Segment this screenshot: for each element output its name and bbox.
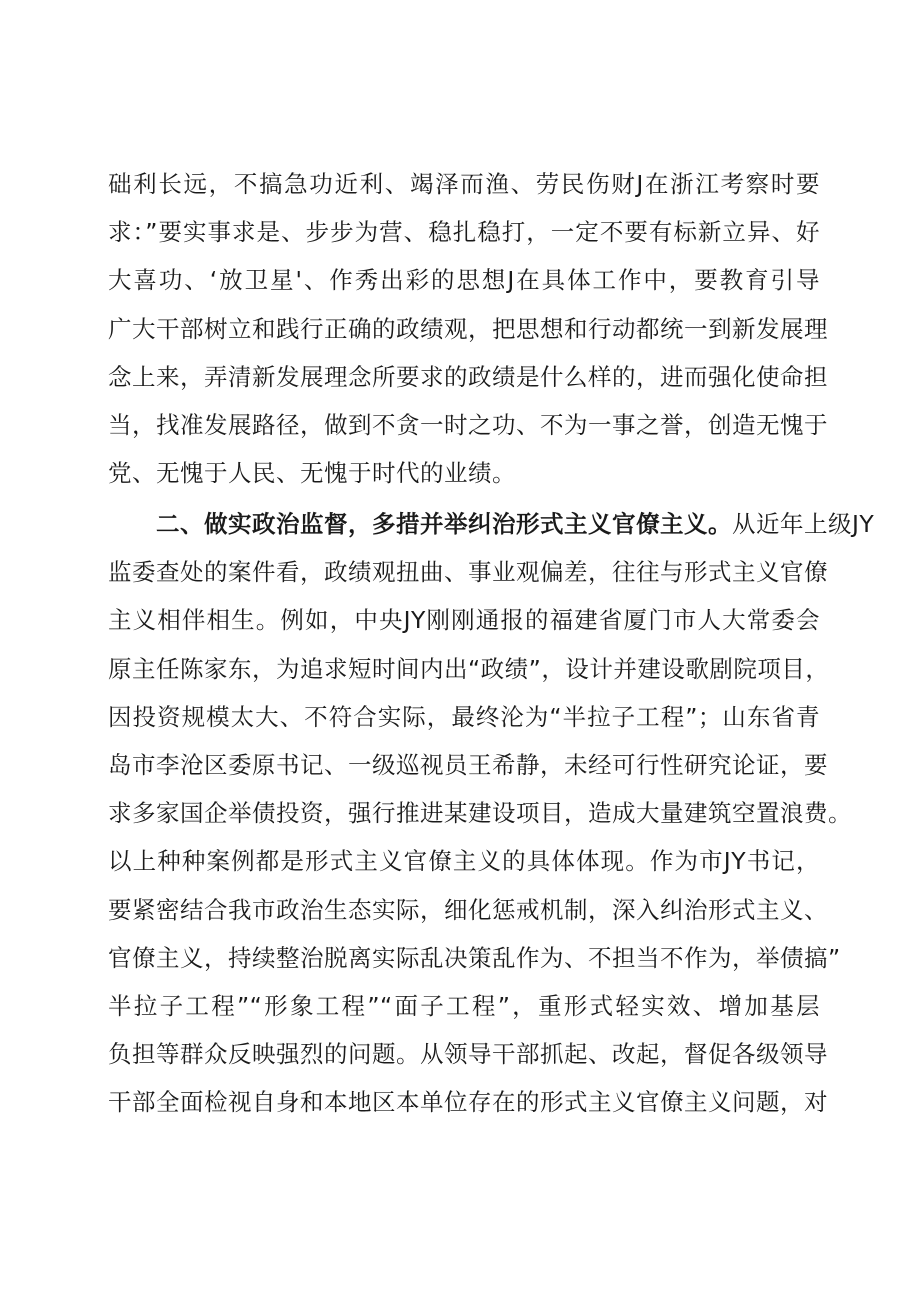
paragraph-line: 求：”要实事求是、步步为营、稳扎稳打，一定不要有标新立异、好 [108,218,820,247]
paragraph-first-line [108,500,875,548]
paragraph-2 [108,500,875,1126]
paragraph-line: 官僚主义，持续整治脱离实际乱决策乱作为、不担当不作为，举债搞” [108,943,841,972]
paragraph-line: 岛市李沧区委原书记、一级巡视员王希静，未经可行性研究论证，要 [108,750,828,779]
first-line-rest: 从近年上级JY [732,510,875,538]
paragraph-line: 主义相伴相生。例如，中央JY刚刚通报的福建省厦门市人大常委会 [108,606,820,635]
paragraph-line: 求多家国企举债投资，强行推进某建设项目，造成大量建筑空置浪费。 [108,799,852,828]
paragraph-line: 因投资规模太大、不符合实际，最终沦为“半拉子工程”；山东省青 [108,702,820,731]
paragraph-line: 大喜功、‘放卫星'、作秀出彩的思想J在具体工作中，要教育引导 [108,266,820,295]
paragraph-line: 以上种种案例都是形式主义官僚主义的具体体现。作为市JY书记， [108,847,820,876]
paragraph-line: 础利长远，不搞急功近利、竭泽而渔、劳民伤财J在浙江考察时要 [108,170,820,198]
paragraph-line: 半拉子工程”“形象工程”“面子工程”，重形式轻实效、增加基层 [108,991,820,1020]
paragraph-line: 广大干部树立和践行正确的政绩观，把思想和行动都统一到新发展理 [108,314,828,343]
paragraph-line: 监委查处的案件看，政绩观扭曲、事业观偏差，往往与形式主义官僚 [108,558,828,587]
paragraph-line: 原主任陈家东，为追求短时间内出“政绩”，设计并建设歌剧院项目， [108,654,830,683]
paragraph-line: 负担等群众反映强烈的问题。从领导干部抓起、改起，督促各级领导 [108,1040,828,1069]
paragraph-line: 当，找准发展路径，做到不贪一时之功、不为一事之誉，创造无愧于 [108,410,828,439]
paragraph-line: 要紧密结合我市政治生态实际，细化惩戒机制，深入纠治形式主义、 [108,895,828,924]
paragraph-1 [108,160,828,497]
paragraph-line: 干部全面检视自身和本地区本单位存在的形式主义官僚主义问题，对 [108,1088,828,1117]
paragraph-line: 念上来，弄清新发展理念所要求的政绩是什么样的，进而强化使命担 [108,362,828,391]
section-heading: 二、做实政治监督，多措并举纠治形式主义官僚主义。 [156,510,732,538]
paragraph-line: 党、无愧于人民、无愧于时代的业绩。 [108,459,516,488]
